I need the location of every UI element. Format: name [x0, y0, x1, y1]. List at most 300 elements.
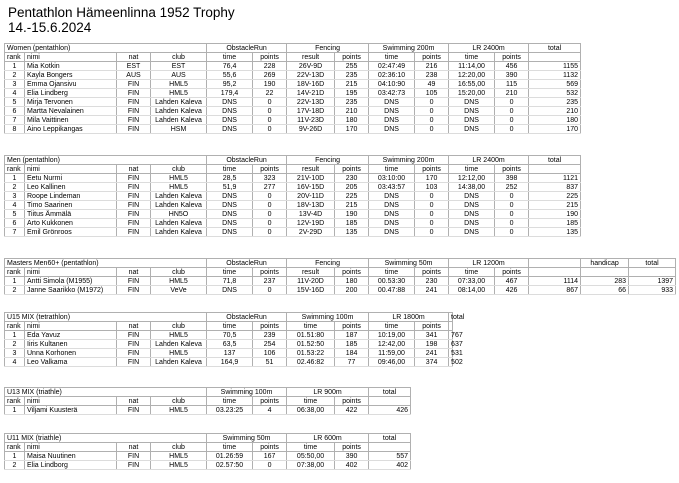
column-header: points — [495, 268, 529, 277]
event-label: Swimming 100m — [207, 388, 287, 397]
column-header: points — [335, 53, 369, 62]
value-cell: 167 — [253, 452, 287, 461]
value-cell: 00.53:30 — [369, 277, 415, 286]
table-row — [5, 277, 676, 286]
value-cell: 0 — [495, 201, 529, 210]
value-cell: 0 — [415, 107, 449, 116]
total-label: total — [529, 156, 581, 165]
value-cell: 225 — [335, 192, 369, 201]
column-header: rank — [5, 322, 25, 331]
value-cell: DNS — [207, 286, 253, 295]
value-cell: 13V-4D — [287, 210, 335, 219]
club-cell: HML5 — [151, 331, 207, 340]
value-cell: 10:19,00 — [369, 331, 415, 340]
value-cell: 02:36:10 — [369, 71, 415, 80]
column-header: rank — [5, 53, 25, 62]
value-cell: 0 — [415, 125, 449, 134]
value-cell: DNS — [369, 116, 415, 125]
value-cell: DNS — [369, 125, 415, 134]
value-cell: 22 — [253, 89, 287, 98]
column-header-row — [5, 397, 411, 406]
u11-results-table — [4, 433, 411, 470]
column-header: points — [415, 322, 449, 331]
value-cell: 115 — [495, 80, 529, 89]
value-cell: 230 — [335, 174, 369, 183]
nat-cell: FIN — [117, 98, 151, 107]
value-cell: 0 — [253, 192, 287, 201]
name-cell: Mila Vaittinen — [25, 116, 117, 125]
column-header: time — [287, 397, 335, 406]
value-cell: 0 — [495, 192, 529, 201]
value-cell: 241 — [415, 286, 449, 295]
value-cell: 20V-11D — [287, 192, 335, 201]
value-cell: 12:12,00 — [449, 174, 495, 183]
category-label: U11 MIX (triathle) — [5, 434, 207, 443]
club-cell: Lahden Kaleva — [151, 201, 207, 210]
name-cell: Arto Kukkonen — [25, 219, 117, 228]
nat-cell: FIN — [117, 125, 151, 134]
value-cell: DNS — [449, 125, 495, 134]
value-cell: 03.23:25 — [207, 406, 253, 415]
value-cell: 70,5 — [207, 331, 253, 340]
column-header: points — [253, 165, 287, 174]
column-header: nat — [117, 322, 151, 331]
value-cell: 210 — [529, 107, 581, 116]
women-results-table — [4, 43, 581, 134]
column-header: time — [369, 268, 415, 277]
rank-cell: 1 — [5, 174, 25, 183]
value-cell: 22V-13D — [287, 98, 335, 107]
value-cell: 185 — [529, 219, 581, 228]
nat-cell: FIN — [117, 116, 151, 125]
column-header — [529, 165, 581, 174]
column-header: points — [253, 322, 287, 331]
nat-cell: FIN — [117, 406, 151, 415]
value-cell: DNS — [207, 192, 253, 201]
value-cell: 1155 — [529, 62, 581, 71]
rank-cell: 6 — [5, 107, 25, 116]
value-cell: 106 — [253, 349, 287, 358]
value-cell: 467 — [495, 277, 529, 286]
club-cell: HSM — [151, 125, 207, 134]
value-cell: 531 — [449, 349, 453, 358]
column-header: result — [287, 268, 335, 277]
value-cell: DNS — [207, 201, 253, 210]
rank-cell: 2 — [5, 286, 25, 295]
table-row — [5, 89, 581, 98]
value-cell: 02:47:49 — [369, 62, 415, 71]
value-cell: 03:42:73 — [369, 89, 415, 98]
value-cell: 26V-9D — [287, 62, 335, 71]
value-cell: 237 — [253, 277, 287, 286]
name-cell: Mia Kotkin — [25, 62, 117, 71]
table-row — [5, 80, 581, 89]
event-label: Swimming 200m — [369, 44, 449, 53]
value-cell: 0 — [253, 125, 287, 134]
name-cell: Mirja Tervonen — [25, 98, 117, 107]
category-header-row — [5, 388, 411, 397]
name-cell: Janne Saarikko (M1972) — [25, 286, 117, 295]
value-cell: 137 — [207, 349, 253, 358]
club-cell: Lahden Kaleva — [151, 107, 207, 116]
value-cell: 255 — [335, 62, 369, 71]
value-cell: 02.57:50 — [207, 461, 253, 470]
value-cell: 190 — [253, 80, 287, 89]
table-row — [5, 71, 581, 80]
value-cell: 190 — [529, 210, 581, 219]
name-cell: Viljami Kuusterä — [25, 406, 117, 415]
nat-cell: FIN — [117, 461, 151, 470]
name-cell: Iiris Kultanen — [25, 340, 117, 349]
value-cell: 49 — [415, 80, 449, 89]
value-cell: 0 — [495, 125, 529, 134]
name-cell: Roope Lindeman — [25, 192, 117, 201]
column-header: club — [151, 268, 207, 277]
table-row — [5, 406, 411, 415]
nat-cell: FIN — [117, 89, 151, 98]
value-cell: 0 — [415, 116, 449, 125]
rank-cell: 1 — [5, 62, 25, 71]
name-cell: Tiitus Ämmälä — [25, 210, 117, 219]
value-cell: 0 — [495, 107, 529, 116]
value-cell: 15V-16D — [287, 286, 335, 295]
value-cell: 426 — [369, 406, 411, 415]
table-row — [5, 116, 581, 125]
value-cell: 184 — [335, 349, 369, 358]
value-cell: 103 — [415, 183, 449, 192]
masters-results-table — [4, 258, 676, 295]
nat-cell: FIN — [117, 340, 151, 349]
category-header-row — [5, 259, 676, 268]
value-cell: 0 — [495, 228, 529, 237]
value-cell: DNS — [449, 116, 495, 125]
name-cell: Leo Kallinen — [25, 183, 117, 192]
column-header: club — [151, 443, 207, 452]
column-header-row — [5, 322, 453, 331]
value-cell: DNS — [449, 219, 495, 228]
nat-cell: FIN — [117, 349, 151, 358]
value-cell: 0 — [415, 228, 449, 237]
value-cell: 95,2 — [207, 80, 253, 89]
name-cell: Elia Lindborg — [25, 461, 117, 470]
extra-label: total — [629, 259, 676, 268]
value-cell: 0 — [253, 201, 287, 210]
value-cell: 15:20,00 — [449, 89, 495, 98]
value-cell: 14:38,00 — [449, 183, 495, 192]
value-cell: 06:38,00 — [287, 406, 335, 415]
rank-cell: 3 — [5, 349, 25, 358]
value-cell: 1132 — [529, 71, 581, 80]
value-cell: 402 — [369, 461, 411, 470]
column-header: time — [369, 53, 415, 62]
value-cell: 51,9 — [207, 183, 253, 192]
rank-cell: 8 — [5, 125, 25, 134]
value-cell: 422 — [335, 406, 369, 415]
table-row — [5, 62, 581, 71]
value-cell: 135 — [529, 228, 581, 237]
category-header-row — [5, 434, 411, 443]
value-cell: 1397 — [629, 277, 676, 286]
value-cell: 0 — [495, 210, 529, 219]
name-cell: Leo Valkama — [25, 358, 117, 367]
column-header — [629, 268, 676, 277]
column-header: rank — [5, 165, 25, 174]
table-row — [5, 192, 581, 201]
column-header: nat — [117, 165, 151, 174]
value-cell: DNS — [449, 98, 495, 107]
value-cell: 12:42,00 — [369, 340, 415, 349]
value-cell: 0 — [253, 210, 287, 219]
value-cell: 01.51:80 — [287, 331, 335, 340]
event-label: Swimming 50m — [207, 434, 287, 443]
rank-cell: 7 — [5, 228, 25, 237]
event-label: LR 1200m — [449, 259, 529, 268]
name-cell: Aino Leppikangas — [25, 125, 117, 134]
column-header: points — [335, 397, 369, 406]
name-cell: Elia Lindberg — [25, 89, 117, 98]
column-header: nimi — [25, 165, 117, 174]
document-title: Pentathlon Hämeenlinna 1952 Trophy — [8, 5, 235, 20]
value-cell: DNS — [369, 107, 415, 116]
table-row — [5, 452, 411, 461]
column-header: points — [253, 53, 287, 62]
column-header: nat — [117, 268, 151, 277]
column-header: club — [151, 322, 207, 331]
table-row — [5, 331, 453, 340]
value-cell: 235 — [335, 71, 369, 80]
value-cell: 135 — [335, 228, 369, 237]
value-cell: 216 — [415, 62, 449, 71]
name-cell: Emma Ojansivu — [25, 80, 117, 89]
value-cell: 254 — [253, 340, 287, 349]
value-cell: 502 — [449, 358, 453, 367]
rank-cell: 2 — [5, 183, 25, 192]
value-cell: DNS — [449, 107, 495, 116]
club-cell: VeVe — [151, 286, 207, 295]
value-cell: 205 — [335, 183, 369, 192]
nat-cell: EST — [117, 62, 151, 71]
rank-cell: 2 — [5, 340, 25, 349]
column-header: time — [369, 322, 415, 331]
nat-cell: FIN — [117, 80, 151, 89]
event-label: ObstacleRun — [207, 259, 287, 268]
value-cell: 933 — [629, 286, 676, 295]
nat-cell: FIN — [117, 210, 151, 219]
table-row — [5, 201, 581, 210]
extra-label — [529, 259, 581, 268]
rank-cell: 3 — [5, 192, 25, 201]
value-cell: 2V-29D — [287, 228, 335, 237]
table-row — [5, 125, 581, 134]
value-cell: 228 — [253, 62, 287, 71]
value-cell: DNS — [369, 210, 415, 219]
column-header — [449, 322, 453, 331]
value-cell: 170 — [415, 174, 449, 183]
value-cell: 867 — [529, 286, 581, 295]
value-cell: 426 — [495, 286, 529, 295]
value-cell: 08:14,00 — [449, 286, 495, 295]
column-header-row — [5, 165, 581, 174]
value-cell: 195 — [335, 89, 369, 98]
value-cell: 215 — [335, 80, 369, 89]
table-row — [5, 107, 581, 116]
value-cell: 17V-18D — [287, 107, 335, 116]
rank-cell: 1 — [5, 331, 25, 340]
column-header-row — [5, 443, 411, 452]
nat-cell: FIN — [117, 286, 151, 295]
name-cell: Eetu Nurmi — [25, 174, 117, 183]
value-cell: 252 — [495, 183, 529, 192]
total-label: total — [369, 388, 411, 397]
value-cell: 12V-19D — [287, 219, 335, 228]
table-row — [5, 286, 676, 295]
value-cell: 170 — [335, 125, 369, 134]
value-cell: 22V-13D — [287, 71, 335, 80]
event-label: LR 900m — [287, 388, 369, 397]
value-cell: 0 — [495, 116, 529, 125]
nat-cell: AUS — [117, 71, 151, 80]
nat-cell: FIN — [117, 201, 151, 210]
value-cell: 09:46,00 — [369, 358, 415, 367]
value-cell: 1114 — [529, 277, 581, 286]
value-cell: 390 — [335, 452, 369, 461]
column-header: rank — [5, 268, 25, 277]
table-row — [5, 358, 453, 367]
total-label: total — [529, 44, 581, 53]
value-cell: 11:14,00 — [449, 62, 495, 71]
value-cell: DNS — [369, 219, 415, 228]
value-cell: 637 — [449, 340, 453, 349]
name-cell: Martta Nevalainen — [25, 107, 117, 116]
total-label: total — [369, 434, 411, 443]
value-cell: DNS — [369, 192, 415, 201]
column-header — [369, 443, 411, 452]
value-cell: 190 — [335, 210, 369, 219]
club-cell: Lahden Kaleva — [151, 219, 207, 228]
value-cell: 210 — [495, 89, 529, 98]
table-row — [5, 210, 581, 219]
value-cell: 390 — [495, 71, 529, 80]
nat-cell: FIN — [117, 228, 151, 237]
table-row — [5, 228, 581, 237]
value-cell: 11V-20D — [287, 277, 335, 286]
rank-cell: 7 — [5, 116, 25, 125]
value-cell: 0 — [253, 286, 287, 295]
name-cell: Timo Saarinen — [25, 201, 117, 210]
event-label: LR 2400m — [449, 156, 529, 165]
value-cell: DNS — [369, 201, 415, 210]
value-cell: 215 — [529, 201, 581, 210]
column-header: points — [415, 165, 449, 174]
name-cell: Antti Simola (M1955) — [25, 277, 117, 286]
total-label: total — [449, 313, 453, 322]
name-cell: Maisa Nuutinen — [25, 452, 117, 461]
category-label: Masters Men60+ (pentathlon) — [5, 259, 207, 268]
nat-cell: FIN — [117, 183, 151, 192]
column-header — [369, 397, 411, 406]
club-cell: EST — [151, 62, 207, 71]
event-label: ObstacleRun — [207, 156, 287, 165]
value-cell: 283 — [581, 277, 629, 286]
club-cell: Lahden Kaleva — [151, 116, 207, 125]
value-cell: 01.26:59 — [207, 452, 253, 461]
rank-cell: 3 — [5, 80, 25, 89]
column-header: nat — [117, 443, 151, 452]
value-cell: DNS — [207, 219, 253, 228]
column-header: time — [449, 53, 495, 62]
column-header: time — [207, 53, 253, 62]
rank-cell: 4 — [5, 201, 25, 210]
nat-cell: FIN — [117, 277, 151, 286]
column-header: points — [415, 268, 449, 277]
value-cell: 63,5 — [207, 340, 253, 349]
column-header: club — [151, 165, 207, 174]
club-cell: AUS — [151, 71, 207, 80]
value-cell: DNS — [207, 98, 253, 107]
column-header: club — [151, 397, 207, 406]
value-cell: 277 — [253, 183, 287, 192]
value-cell: 77 — [335, 358, 369, 367]
value-cell: DNS — [207, 228, 253, 237]
rank-cell: 4 — [5, 358, 25, 367]
column-header — [581, 268, 629, 277]
value-cell: 21V-10D — [287, 174, 335, 183]
value-cell: 9V-26D — [287, 125, 335, 134]
value-cell: 16:55,00 — [449, 80, 495, 89]
column-header: points — [335, 443, 369, 452]
value-cell: 0 — [415, 192, 449, 201]
column-header: points — [335, 165, 369, 174]
club-cell: HML5 — [151, 277, 207, 286]
nat-cell: FIN — [117, 358, 151, 367]
event-label: LR 2400m — [449, 44, 529, 53]
club-cell: Lahden Kaleva — [151, 192, 207, 201]
value-cell: DNS — [207, 107, 253, 116]
event-label: LR 600m — [287, 434, 369, 443]
club-cell: HML5 — [151, 406, 207, 415]
column-header — [529, 268, 581, 277]
column-header: points — [495, 165, 529, 174]
value-cell: 241 — [415, 349, 449, 358]
value-cell: 01.52:50 — [287, 340, 335, 349]
value-cell: 170 — [529, 125, 581, 134]
club-cell: HML5 — [151, 452, 207, 461]
event-label: ObstacleRun — [207, 313, 287, 322]
club-cell: HML5 — [151, 183, 207, 192]
column-header: nimi — [25, 397, 117, 406]
value-cell: 03:10:00 — [369, 174, 415, 183]
value-cell: 28,5 — [207, 174, 253, 183]
value-cell: 323 — [253, 174, 287, 183]
table-row — [5, 219, 581, 228]
value-cell: 0 — [253, 228, 287, 237]
value-cell: 164,9 — [207, 358, 253, 367]
value-cell: 238 — [415, 71, 449, 80]
column-header: time — [449, 165, 495, 174]
column-header: points — [335, 268, 369, 277]
nat-cell: FIN — [117, 192, 151, 201]
value-cell: 01.53:22 — [287, 349, 335, 358]
value-cell: 0 — [495, 98, 529, 107]
value-cell: 180 — [529, 116, 581, 125]
value-cell: 187 — [335, 331, 369, 340]
column-header: rank — [5, 397, 25, 406]
value-cell: 71,8 — [207, 277, 253, 286]
value-cell: 837 — [529, 183, 581, 192]
event-label: ObstacleRun — [207, 44, 287, 53]
value-cell: 4 — [253, 406, 287, 415]
value-cell: 225 — [529, 192, 581, 201]
